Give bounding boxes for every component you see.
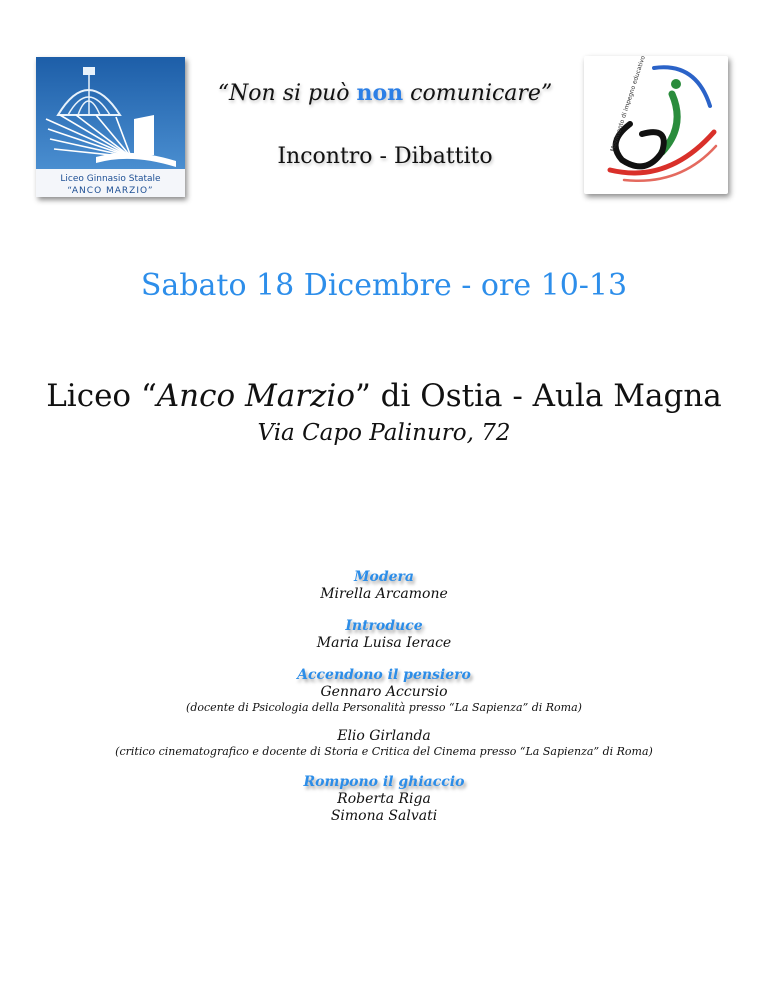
person-affiliation: (docente di Psicologia della Personalità presso “La Sapienza” di Roma) [186, 701, 582, 714]
left-logo-line2: “ANCO MARZIO” [67, 186, 154, 196]
quote-highlight: non [356, 80, 404, 106]
event-date: Sabato 18 Dicembre - ore 10-13 [140, 268, 628, 303]
venue-name: Anco Marzio [156, 378, 355, 414]
event-venue [0, 378, 768, 414]
person-name: Maria Luisa Ierace [316, 635, 452, 651]
left-logo-line1: Liceo Ginnasio Statale [60, 174, 161, 184]
program-modera [0, 566, 768, 603]
event-type: Incontro - Dibattito [277, 144, 493, 169]
person-name: Mirella Arcamone [320, 586, 448, 602]
program-list [0, 566, 768, 837]
role-rompono: Rompono il ghiaccio [303, 774, 465, 790]
role-modera: Modera [354, 569, 414, 585]
program-introduce [0, 615, 768, 652]
quote-suffix: comunicare” [403, 81, 553, 106]
venue-prefix: Liceo “ [46, 378, 157, 414]
mieac-logo [584, 56, 728, 194]
role-introduce: Introduce [345, 618, 423, 634]
venue-suffix: ” di Ostia - Aula Magna [354, 378, 722, 414]
program-rompono [0, 771, 768, 825]
program-accendono [0, 664, 768, 759]
person-name: Gennaro Accursio [320, 684, 448, 700]
right-logo-text: Movimento di impegno educativo di A.C. [609, 56, 654, 153]
person-name: Roberta Riga [337, 791, 431, 807]
person-name: Elio Girlanda [337, 728, 431, 744]
role-accendono: Accendono il pensiero [297, 667, 471, 683]
liceo-anco-marzio-logo [36, 57, 185, 197]
quote-prefix: “Non si può [217, 81, 357, 106]
event-address: Via Capo Palinuro, 72 [257, 420, 511, 446]
person-name: Simona Salvati [330, 808, 438, 824]
person-affiliation: (critico cinematografico e docente di Storia e Critica del Cinema presso “La Sapienza” di Roma) [115, 745, 653, 758]
event-title-quote [185, 80, 585, 106]
